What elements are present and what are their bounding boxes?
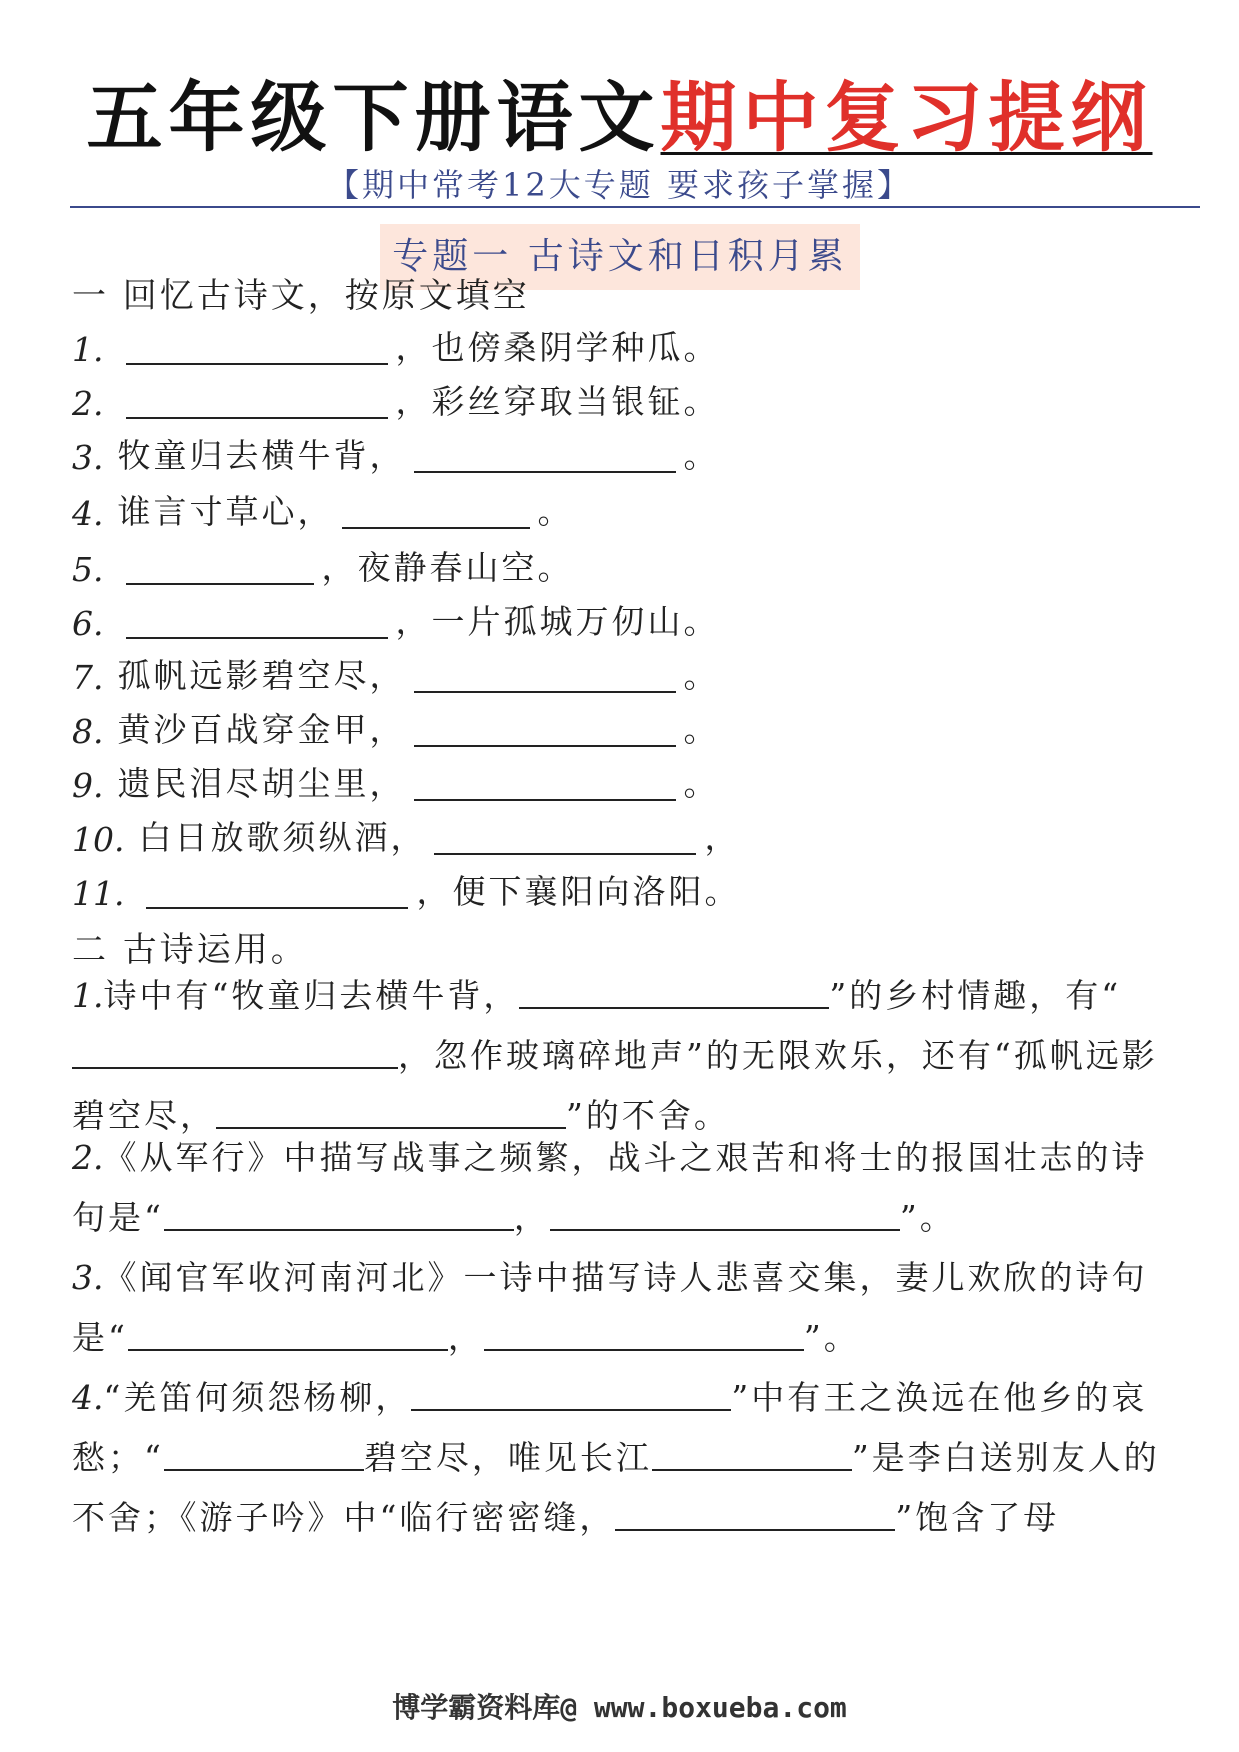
list-item bbox=[72, 758, 720, 805]
item-text: 。 bbox=[537, 492, 574, 531]
question-text: 碧空尽，唯见长江 bbox=[363, 1438, 652, 1477]
list-item bbox=[72, 704, 720, 751]
answer-blank bbox=[72, 1039, 398, 1069]
topic-banner: 专题一 古诗文和日积月累 bbox=[380, 224, 860, 290]
answer-blank bbox=[434, 823, 696, 855]
question-2 bbox=[72, 1128, 1172, 1248]
question-text: ”的乡村情趣，有“ bbox=[829, 976, 1122, 1015]
question-text: 《从军行》中描写战事之频繁，战斗之艰苦和将士的报国壮志的诗句是“ bbox=[72, 1138, 1148, 1237]
list-item bbox=[72, 812, 740, 859]
item-number: 7. bbox=[72, 658, 104, 697]
item-text: 。 bbox=[683, 710, 720, 749]
question-text: ”中有王之涣远在他乡的哀愁；“ bbox=[72, 1378, 1148, 1477]
item-text: ，彩丝穿取当银钲。 bbox=[395, 382, 720, 421]
list-item bbox=[72, 376, 720, 423]
item-number: 10. bbox=[72, 820, 125, 859]
question-text: ”的不舍。 bbox=[566, 1096, 730, 1135]
question-3 bbox=[72, 1248, 1172, 1368]
answer-blank bbox=[414, 769, 676, 801]
answer-blank bbox=[414, 441, 676, 473]
item-number: 6. bbox=[72, 604, 104, 643]
answer-blank bbox=[550, 1201, 900, 1231]
title-red-part: 期中复习提纲 bbox=[660, 73, 1153, 162]
question-number: 1. bbox=[72, 976, 104, 1015]
question-text: ”是李白送别友人的不舍；《游子吟》中“临行密密缝， bbox=[72, 1438, 1160, 1537]
item-number: 11. bbox=[72, 874, 125, 913]
question-1 bbox=[72, 966, 1172, 1146]
list-item bbox=[72, 322, 720, 369]
question-text: ”。 bbox=[803, 1318, 860, 1357]
section2-heading: 二 古诗运用。 bbox=[72, 930, 308, 970]
answer-blank bbox=[342, 497, 530, 529]
question-number: 2. bbox=[72, 1138, 104, 1177]
item-text: 白日放歌须纵酒， bbox=[138, 818, 427, 857]
answer-blank bbox=[615, 1501, 895, 1531]
item-text: ，便下襄阳向洛阳。 bbox=[416, 872, 741, 911]
list-item bbox=[72, 866, 740, 913]
item-text: ，一片孤城万仞山。 bbox=[395, 602, 720, 641]
watermark: 博学霸资料库@ www.boxueba.com bbox=[392, 1691, 847, 1724]
question-number: 4. bbox=[72, 1378, 104, 1417]
question-text: ， bbox=[447, 1318, 484, 1357]
answer-blank bbox=[126, 333, 388, 365]
list-item bbox=[72, 486, 574, 533]
question-text: “羌笛何须怨杨柳， bbox=[103, 1378, 412, 1417]
subtitle: 【期中常考12大专题 要求孩子掌握】 bbox=[327, 166, 912, 204]
item-text: ，也傍桑阴学种瓜。 bbox=[395, 328, 720, 367]
answer-blank bbox=[414, 715, 676, 747]
answer-blank bbox=[126, 553, 314, 585]
item-text: ， bbox=[704, 818, 741, 857]
item-number: 2. bbox=[72, 384, 104, 423]
answer-blank bbox=[216, 1099, 566, 1129]
question-text: 诗中有“牧童归去横牛背， bbox=[103, 976, 520, 1015]
question-number: 3. bbox=[72, 1258, 104, 1297]
item-number: 1. bbox=[72, 330, 104, 369]
item-text: 牧童归去横牛背， bbox=[117, 436, 406, 475]
item-number: 8. bbox=[72, 712, 104, 751]
answer-blank bbox=[484, 1321, 804, 1351]
list-item bbox=[72, 596, 720, 643]
page-title bbox=[0, 72, 1239, 163]
answer-blank bbox=[164, 1441, 364, 1471]
answer-blank bbox=[128, 1321, 448, 1351]
list-item bbox=[72, 430, 720, 477]
answer-blank bbox=[411, 1381, 731, 1411]
list-item bbox=[72, 542, 574, 589]
question-4 bbox=[72, 1368, 1172, 1548]
list-item bbox=[72, 650, 720, 697]
item-text: 。 bbox=[683, 656, 720, 695]
question-text: ”饱含了母 bbox=[895, 1498, 1060, 1537]
question-text: ”。 bbox=[899, 1198, 956, 1237]
item-text: 遗民泪尽胡尘里， bbox=[117, 764, 406, 803]
section1-heading: 一 回忆古诗文，按原文填空 bbox=[72, 276, 530, 316]
item-text: 。 bbox=[683, 764, 720, 803]
answer-blank bbox=[164, 1201, 514, 1231]
answer-blank bbox=[146, 877, 408, 909]
item-number: 4. bbox=[72, 494, 104, 533]
item-number: 9. bbox=[72, 766, 104, 805]
item-text: 。 bbox=[683, 436, 720, 475]
question-text: ，忽作玻璃碎地声”的无限欢乐，还有“孤帆远影碧空尽， bbox=[72, 1036, 1158, 1135]
header-divider bbox=[70, 206, 1200, 208]
question-text: 《闻官军收河南河北》一诗中描写诗人悲喜交集，妻儿欢欣的诗句是“ bbox=[72, 1258, 1148, 1357]
item-text: 谁言寸草心， bbox=[117, 492, 334, 531]
answer-blank bbox=[519, 979, 829, 1009]
item-text: 孤帆远影碧空尽， bbox=[117, 656, 406, 695]
answer-blank bbox=[126, 607, 388, 639]
item-number: 3. bbox=[72, 438, 104, 477]
title-black-part: 五年级下册语文 bbox=[86, 73, 661, 162]
question-text: ， bbox=[513, 1198, 550, 1237]
answer-blank bbox=[652, 1441, 852, 1471]
item-text: 黄沙百战穿金甲， bbox=[117, 710, 406, 749]
answer-blank bbox=[414, 661, 676, 693]
answer-blank bbox=[126, 387, 388, 419]
item-number: 5. bbox=[72, 550, 104, 589]
item-text: ，夜静春山空。 bbox=[321, 548, 574, 587]
